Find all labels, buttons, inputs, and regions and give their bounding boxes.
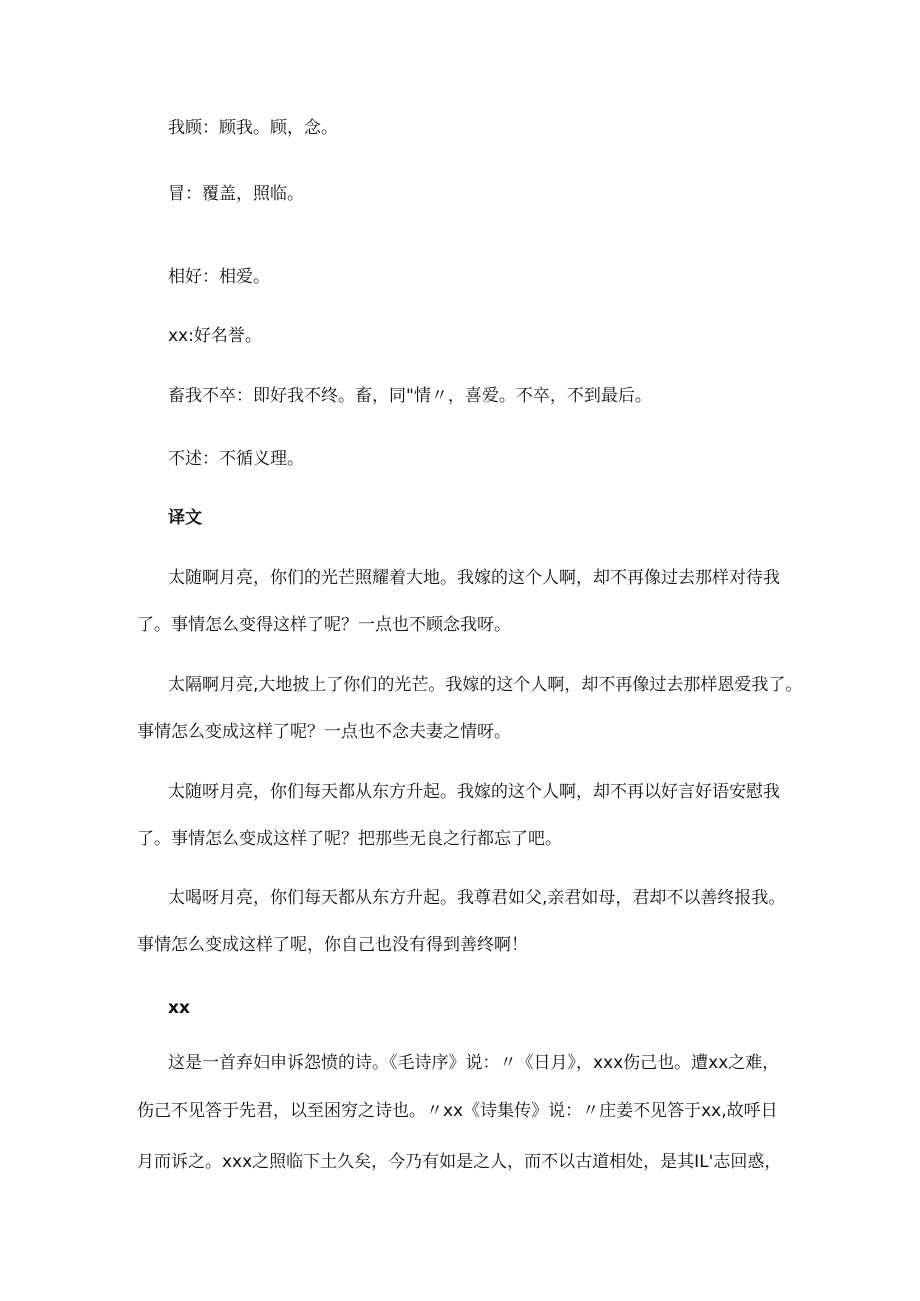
translation-line: 事情怎么变成这样了呢，你自己也没有得到善终啊！ — [137, 935, 528, 955]
note-line: 畜我不卒：即好我不终。畜，同"情〃，喜爱。不卒，不到最后。 — [168, 386, 652, 406]
commentary-line: 月而诉之。xxx之照临下土久矣，今乃有如是之人，而不以古道相处，是其IL'志回惑， — [137, 1152, 782, 1172]
translation-line: 太随啊月亮，你们的光芒照耀着大地。我嫁的这个人啊，却不再像过去那样对待我 — [168, 568, 780, 588]
translation-line: 太喝呀月亮，你们每天都从东方升起。我尊君如父,亲君如母，君却不以善终报我。 — [168, 888, 786, 908]
translation-line: 太隔啊月亮,大地披上了你们的光芒。我嫁的这个人啊，却不再像过去那样恩爱我了。 — [168, 675, 803, 695]
translation-line: 太随呀月亮，你们每天都从东方升起。我嫁的这个人啊，却不再以好言好语安慰我 — [168, 782, 780, 802]
note-line: 我顾：顾我。顾，念。 — [168, 118, 338, 138]
note-line: 冒：覆盖，照临。 — [168, 184, 304, 204]
translation-line: 事情怎么变成这样了呢？一点也不念夫妻之情呀。 — [137, 722, 511, 742]
note-line: 不述：不循义理。 — [168, 449, 304, 469]
note-line: xx:好名誉。 — [168, 326, 262, 346]
translation-heading: 译文 — [168, 508, 202, 528]
note-line: 相好：相爱。 — [168, 267, 270, 287]
commentary-line: 这是一首弃妇申诉怨愤的诗。《毛诗序》说：〃《日月》，xxx伤己也。遭xx之难， — [168, 1053, 780, 1073]
translation-line: 了。事情怎么变得这样了呢？一点也不顾念我呀。 — [137, 615, 511, 635]
commentary-line: 伤己不见答于先君，以至困穷之诗也。〃xx《诗集传》说：〃庄姜不见答于xx,故呼日 — [137, 1101, 778, 1121]
commentary-heading: xx — [168, 998, 190, 1018]
translation-line: 了。事情怎么变成这样了呢？把那些无良之行都忘了吧。 — [137, 829, 562, 849]
